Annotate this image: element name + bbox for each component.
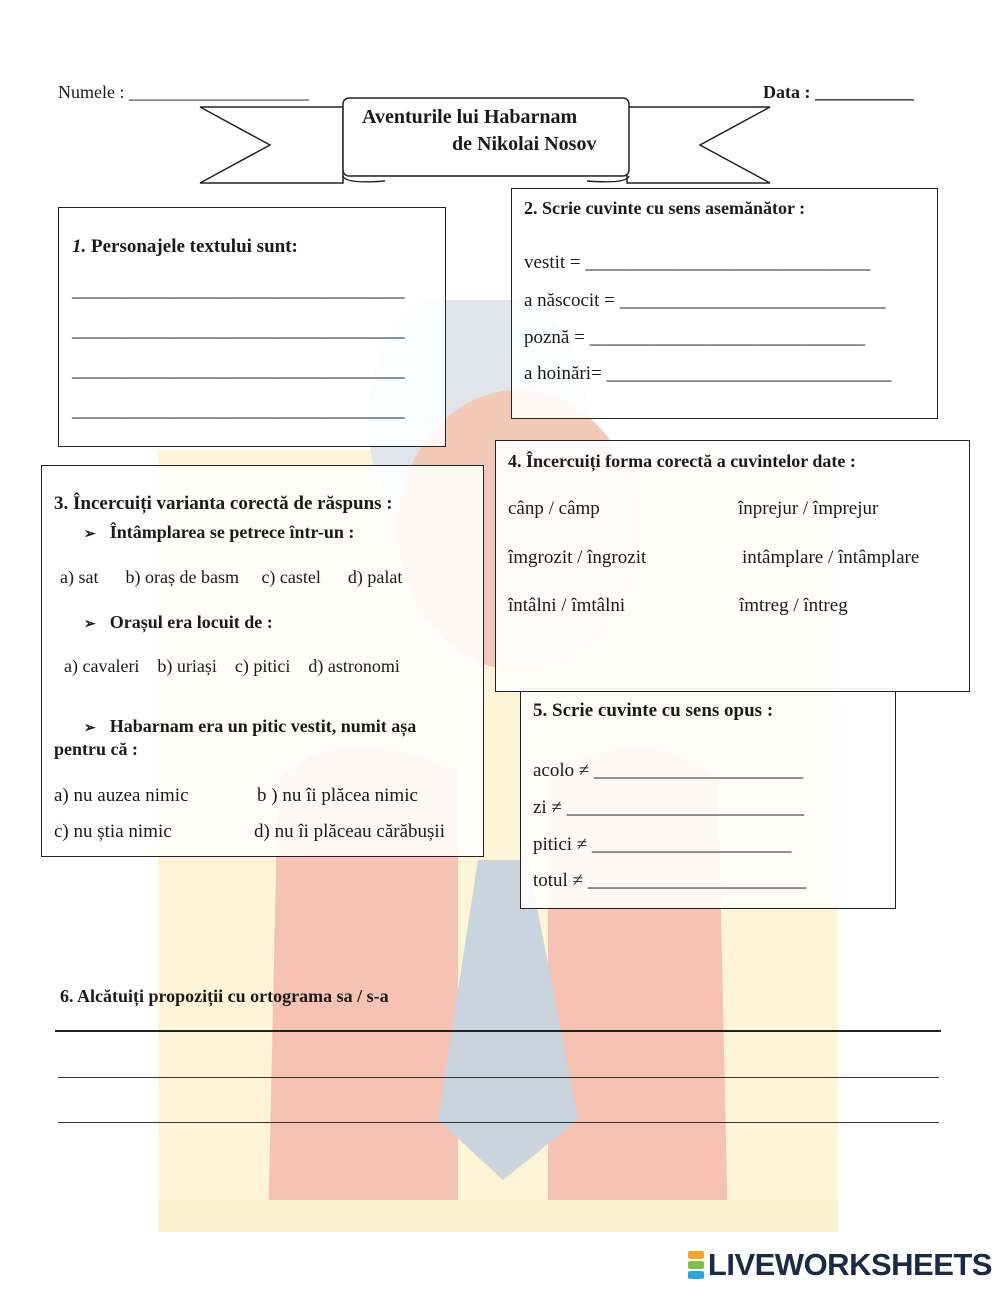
section3-title: 3. Încercuiți varianta corectă de răspuns : xyxy=(54,493,393,514)
liveworksheets-logo xyxy=(688,1247,992,1283)
answer-line[interactable]: ___________________________________ xyxy=(72,360,405,381)
liveworksheets-icon xyxy=(688,1250,704,1280)
logo-bar-s xyxy=(688,1271,704,1279)
word-pair[interactable]: intâmplare / întâmplare xyxy=(742,547,920,568)
antonym-row[interactable]: totul ≠ _______________________ xyxy=(533,870,807,891)
antonym-row[interactable]: zi ≠ _________________________ xyxy=(533,797,805,818)
title-line1: Aventurile lui Habarnam xyxy=(362,106,578,128)
option-b[interactable]: b ) nu îi plăcea nimic xyxy=(257,785,418,806)
section2-title: 2. Scrie cuvinte cu sens asemănător : xyxy=(524,198,806,218)
word-pair[interactable]: îmgrozit / îngrozit xyxy=(508,547,647,568)
option-d[interactable]: d) nu îi plăceau cărăbușii xyxy=(254,821,445,842)
sentence-line[interactable] xyxy=(58,1077,939,1078)
section1-number: 1. xyxy=(72,236,87,257)
synonym-row[interactable]: vestit = ______________________________ xyxy=(524,252,871,273)
arrow-bullet-icon: ➢ xyxy=(84,721,96,736)
sentence-line[interactable] xyxy=(55,1030,941,1032)
date-field[interactable]: Data : ___________ xyxy=(763,82,914,102)
section4-title: 4. Încercuiți forma corectă a cuvintelor date : xyxy=(508,451,856,471)
word-pair[interactable]: întâlni / îmtâlni xyxy=(508,595,626,616)
answer-line[interactable]: ___________________________________ xyxy=(72,280,405,301)
question-3-text: Habarnam era un pitic vestit, numit așa xyxy=(109,716,417,736)
synonym-row[interactable]: a hoinări= ______________________________ xyxy=(524,363,892,384)
logo-bar-w xyxy=(688,1261,704,1269)
liveworksheets-text: LIVEWORKSHEETS xyxy=(707,1247,992,1282)
section1-title xyxy=(72,236,298,258)
question-2 xyxy=(84,612,273,633)
option-c[interactable]: c) nu știa nimic xyxy=(54,821,172,842)
antonym-row[interactable]: acolo ≠ ______________________ xyxy=(533,760,804,781)
title-line2: de Nikolai Nosov xyxy=(452,133,597,155)
question-2-text: Orașul era locuit de : xyxy=(109,612,273,632)
sentence-line[interactable] xyxy=(58,1122,939,1123)
word-pair[interactable]: cânp / câmp xyxy=(508,498,600,519)
section5-title: 5. Scrie cuvinte cu sens opus : xyxy=(533,700,774,721)
section6-title: 6. Alcătuiți propoziții cu ortograma sa / s-a xyxy=(60,986,389,1006)
synonym-row[interactable]: a născocit = ____________________________ xyxy=(524,290,886,311)
question-3 xyxy=(84,716,416,737)
word-pair[interactable]: înprejur / împrejur xyxy=(738,498,879,519)
logo-bar-l xyxy=(688,1251,704,1259)
question-1-options[interactable]: a) sat b) oraș de basm c) castel d) palat xyxy=(60,567,403,587)
arrow-bullet-icon: ➢ xyxy=(84,527,96,542)
question-1-text: Întâmplarea se petrece într-un : xyxy=(109,522,355,542)
question-2-options[interactable]: a) cavaleri b) uriași c) pitici d) astronomi xyxy=(64,656,400,676)
name-field[interactable]: Numele : ____________________ xyxy=(58,82,309,102)
answer-line[interactable]: ___________________________________ xyxy=(72,320,405,341)
antonym-row[interactable]: pitici ≠ _____________________ xyxy=(533,834,792,855)
arrow-bullet-icon: ➢ xyxy=(84,617,96,632)
question-1 xyxy=(84,522,354,543)
option-a[interactable]: a) nu auzea nimic xyxy=(54,785,189,806)
section1-title-text: Personajele textului sunt: xyxy=(91,236,298,257)
question-3-text-cont: pentru că : xyxy=(54,739,138,759)
word-pair[interactable]: îmtreg / întreg xyxy=(739,595,848,616)
answer-line[interactable]: ___________________________________ xyxy=(72,400,405,421)
synonym-row[interactable]: poznă = _____________________________ xyxy=(524,327,866,348)
